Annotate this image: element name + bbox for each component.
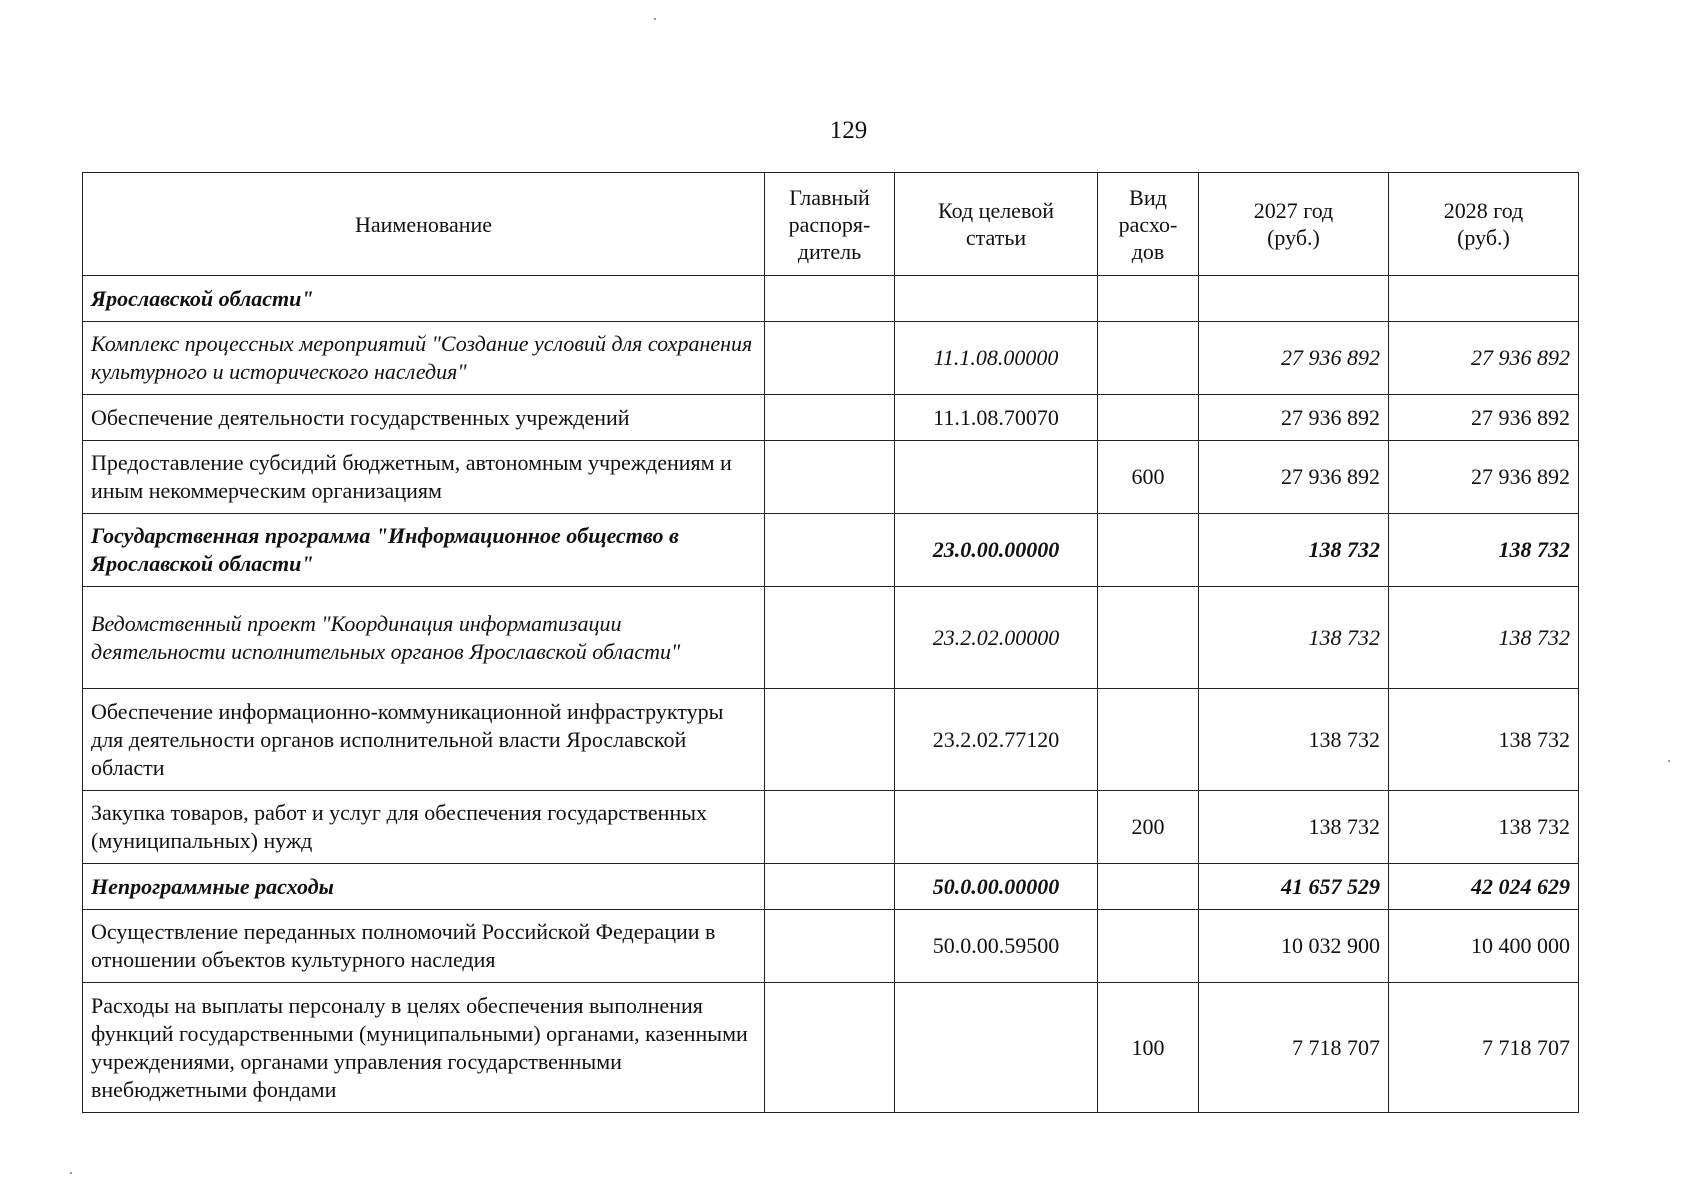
cell-expense-kind [1098,910,1199,983]
column-header-2027: 2027 год (руб.) [1199,173,1389,276]
cell-target-code: 23.0.00.00000 [895,514,1098,587]
table-row [83,514,1579,587]
table-row [83,689,1579,791]
cell-amount-2028: 7 718 707 [1389,983,1579,1113]
cell-target-code [895,791,1098,864]
cell-expense-kind [1098,587,1199,689]
column-header-chief-manager: Главный распоря-дитель [765,173,895,276]
cell-target-code [895,441,1098,514]
table-row [83,441,1579,514]
cell-amount-2027: 138 732 [1199,791,1389,864]
cell-expense-kind: 100 [1098,983,1199,1113]
cell-target-code: 50.0.00.59500 [895,910,1098,983]
cell-amount-2027: 41 657 529 [1199,864,1389,910]
cell-target-code: 11.1.08.00000 [895,322,1098,395]
cell-target-code: 23.2.02.77120 [895,689,1098,791]
cell-chief-manager [765,441,895,514]
table-row [83,322,1579,395]
cell-name: Обеспечение деятельности государственных учреждений [83,395,765,441]
cell-amount-2027: 27 936 892 [1199,441,1389,514]
cell-chief-manager [765,276,895,322]
cell-expense-kind: 600 [1098,441,1199,514]
cell-expense-kind [1098,864,1199,910]
column-header-target-code: Код целевой статьи [895,173,1098,276]
cell-chief-manager [765,395,895,441]
cell-chief-manager [765,322,895,395]
cell-expense-kind [1098,395,1199,441]
cell-chief-manager [765,689,895,791]
cell-amount-2028: 42 024 629 [1389,864,1579,910]
page-number: 129 [829,117,868,144]
scan-speck [70,1172,72,1174]
cell-amount-2028: 27 936 892 [1389,322,1579,395]
cell-name: Обеспечение информационно-коммуникационной инфраструктуры для деятельности органов исполнительной власти Ярославской области [83,689,765,791]
cell-amount-2028: 10 400 000 [1389,910,1579,983]
cell-expense-kind: 200 [1098,791,1199,864]
table-row [83,983,1579,1113]
table-row [83,276,1579,322]
cell-amount-2027: 7 718 707 [1199,983,1389,1113]
cell-target-code [895,276,1098,322]
cell-chief-manager [765,514,895,587]
scan-speck [654,18,656,20]
cell-amount-2027: 27 936 892 [1199,322,1389,395]
cell-chief-manager [765,587,895,689]
cell-amount-2027: 138 732 [1199,689,1389,791]
cell-amount-2027: 27 936 892 [1199,395,1389,441]
table-row [83,587,1579,689]
cell-name: Государственная программа "Информационное общество в Ярославской области" [83,514,765,587]
cell-amount-2027 [1199,276,1389,322]
table-body [83,276,1579,1113]
cell-name: Непрограммные расходы [83,864,765,910]
cell-target-code: 50.0.00.00000 [895,864,1098,910]
cell-amount-2028: 138 732 [1389,587,1579,689]
table-row [83,864,1579,910]
cell-expense-kind [1098,689,1199,791]
cell-name: Осуществление переданных полномочий Российской Федерации в отношении объектов культурного наследия [83,910,765,983]
cell-amount-2027: 10 032 900 [1199,910,1389,983]
cell-amount-2028 [1389,276,1579,322]
cell-chief-manager [765,791,895,864]
cell-amount-2028: 138 732 [1389,514,1579,587]
budget-table [82,172,1579,1113]
cell-name: Ведомственный проект "Координация информатизации деятельности исполнительных органов Ярославской области" [83,587,765,689]
cell-name: Закупка товаров, работ и услуг для обеспечения государственных (муниципальных) нужд [83,791,765,864]
cell-name: Ярославской области" [83,276,765,322]
cell-amount-2028: 27 936 892 [1389,441,1579,514]
cell-name: Расходы на выплаты персоналу в целях обеспечения выполнения функций государственными (муниципальными) органами, казенными учреждениями, органами управления государственными внебюджетными фондами [83,983,765,1113]
cell-chief-manager [765,910,895,983]
cell-expense-kind [1098,514,1199,587]
cell-amount-2028: 138 732 [1389,791,1579,864]
column-header-2028: 2028 год (руб.) [1389,173,1579,276]
column-header-name: Наименование [83,173,765,276]
cell-name: Предоставление субсидий бюджетным, автономным учреждениям и иным некоммерческим организациям [83,441,765,514]
cell-chief-manager [765,983,895,1113]
table-header-row [83,173,1579,276]
column-header-expense-kind: Вид расхо-дов [1098,173,1199,276]
cell-target-code [895,983,1098,1113]
cell-amount-2028: 27 936 892 [1389,395,1579,441]
cell-target-code: 23.2.02.00000 [895,587,1098,689]
table-row [83,910,1579,983]
cell-name: Комплекс процессных мероприятий "Создание условий для сохранения культурного и исторического наследия" [83,322,765,395]
cell-chief-manager [765,864,895,910]
cell-target-code: 11.1.08.70070 [895,395,1098,441]
cell-amount-2027: 138 732 [1199,587,1389,689]
table-row [83,395,1579,441]
cell-amount-2027: 138 732 [1199,514,1389,587]
cell-expense-kind [1098,322,1199,395]
cell-expense-kind [1098,276,1199,322]
scan-speck [1668,760,1670,762]
cell-amount-2028: 138 732 [1389,689,1579,791]
table-row [83,791,1579,864]
